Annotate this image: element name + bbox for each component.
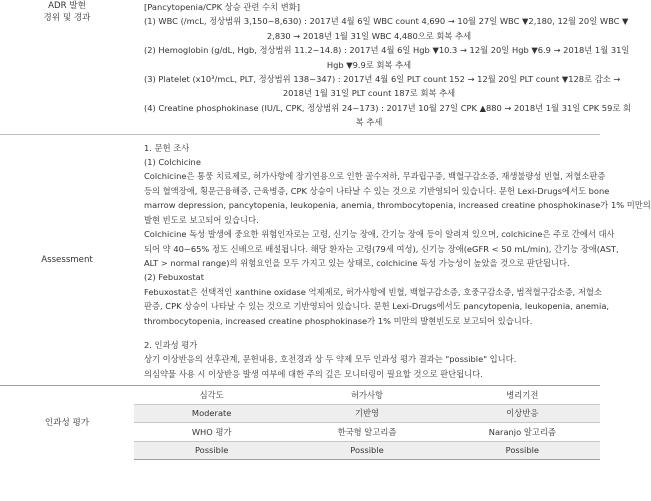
causality-table-cell: 병리기전: [445, 386, 600, 404]
causality-content: [134, 386, 600, 461]
assessment-line: thrombocytopenia, increased creatine phosphokinase가 1% 미만의 발현빈도로 보고되어 있습니다.: [144, 315, 533, 326]
causality-table-cell: 이상반응: [445, 404, 600, 423]
assessment-line: Colchicine 독성 발생에 중요한 위험인자로는 고령, 신기능 장애, 간기능 장애 등이 알려져 있으며, colchicine은 주로 간에서 대사: [144, 229, 615, 240]
assessment-line: (1) Colchicine: [144, 157, 201, 168]
assessment-line: 의심약물 사용 시 이상반응 발생 여부에 대한 주의 깊은 모니터링이 필요할 것으로 판단됩니다.: [144, 368, 483, 379]
adr-course-line: (4) Creatine phosphokinase (IU/L, CPK, 정상범위 24~173) : 2017년 10월 27일 CPK ▲880 → 2018년 1월 31일 CPK 59로 회: [144, 102, 632, 113]
assessment-line: marrow depression, pancytopenia, leukopenia, anemia, thrombocytopenia, increased creatine phosphokinase가 1% 미만의: [144, 200, 651, 211]
assessment-line: ALT > normal range)의 위험요인을 모두 가지고 있는 상태로, colchicine 독성 가능성이 높았을 것으로 판단됩니다.: [144, 257, 570, 268]
causality-table-cell: Possible: [134, 441, 289, 460]
assessment-line: Febuxostat은 선택적인 xanthine oxidase 억제제로, 허가사항에 빈혈, 백혈구감소증, 호중구감소증, 범적혈구감소증, 저혈소: [144, 286, 602, 297]
causality-table-cell: WHO 평가: [134, 423, 289, 442]
assessment-header: Assessment: [0, 134, 134, 386]
assessment-line: Colchicine은 통풍 치료제로, 허가사항에 장기연용으로 인한 골수저하, 무과립구증, 백혈구감소증, 재생불량성 빈혈, 저혈소판증: [144, 171, 606, 182]
adr-course-row: [0, 0, 600, 134]
causality-summary-section: [144, 338, 594, 381]
causality-table-row: [134, 386, 600, 404]
assessment-row: [0, 134, 600, 386]
assessment-line: 2. 인과성 평가: [144, 339, 198, 350]
causality-table-cell: Possible: [289, 441, 444, 460]
assessment-line: 등의 혈액장애, 횡문근융해증, 근육병증, CPK 상승이 나타날 수 있는 것으로 기반영되어 있습니다. 문헌 Lexi-Drugs에서도 bone: [144, 185, 610, 196]
causality-table-cell: 한국형 알고리즘: [289, 423, 444, 442]
causality-table-cell: 심각도: [134, 386, 289, 404]
adr-course-line: (2) Hemoglobin (g/dL, Hgb, 정상범위 11.2~14.8) : 2017년 4월 6일 Hgb ▼10.3 → 12월 20일 Hgb ▼6.9 → 2018년 1월 31일: [144, 45, 630, 56]
causality-table-row: [134, 441, 600, 460]
assessment-line: 발현 빈도로 보고되어 있습니다.: [144, 214, 259, 225]
causality-table-cell: Naranjo 알고리즘: [445, 423, 600, 442]
adr-course-line: 2,830 → 2018년 1월 31일 WBC 4,480으로 회복 추세: [266, 30, 472, 41]
causality-table-cell: Moderate: [134, 404, 289, 423]
adr-course-header-line2: 경위 및 경과: [43, 13, 91, 23]
assessment-line: 상기 이상반응의 선후관계, 문헌내용, 호전경과 상 두 약제 모두 인과성 평가 결과는 "possible" 입니다.: [144, 354, 517, 365]
causality-table: [134, 386, 600, 460]
adr-course-header: [0, 0, 134, 134]
adr-course-line: (1) WBC (/mcL, 정상범위 3,150~8,630) : 2017년 4월 6일 WBC count 4,690 → 10월 27일 WBC ▼2,180, 12월 20일 WBC ▼: [144, 16, 629, 27]
causality-header: 인과성 평가: [44, 418, 90, 429]
causality-table-cell: 기반영: [289, 404, 444, 423]
adr-course-line: 2018년 1월 31일 PLT count 187로 회복 추세: [282, 88, 456, 99]
assessment-line: (2) Febuxostat: [144, 272, 204, 283]
adr-course-header-line1: ADR 발현: [48, 1, 86, 11]
assessment-line: 판증, CPK 상승이 나타날 수 있는 것으로 기반영되어 있습니다. 문헌 Lexi-Drugs에서도 pancytopenia, leukopenia, anemia,: [144, 301, 610, 312]
adr-course-line: (3) Platelet (x10³/mcL, PLT, 정상범위 138~347) : 2017년 4월 6일 PLT count 152 → 12월 20일 PLT count ▼128로 감소 →: [144, 74, 621, 85]
literature-review-section: [144, 141, 651, 328]
causality-table-cell: 허가사항: [289, 386, 444, 404]
assessment-line: 1. 문헌 조사: [144, 142, 190, 153]
adr-course-line: [Pancytopenia/CPK 상승 관련 수치 변화]: [144, 2, 300, 12]
section-gap: [144, 328, 594, 338]
assessment-line: 되어 약 40~65% 정도 신배으로 배설됩니다. 해당 환자는 고령(79세 여성), 신기능 장애(eGFR < 50 mL/min), 간기능 장애(AST,: [144, 243, 619, 254]
causality-table-cell: Possible: [445, 441, 600, 460]
adr-course-line: 복 추세: [355, 117, 383, 128]
causality-table-row: [134, 423, 600, 442]
adr-course-line: Hgb ▼9.9로 회복 추세: [326, 59, 412, 70]
causality-table-row: [134, 404, 600, 423]
causality-row: [0, 386, 600, 461]
adr-course-content: [134, 0, 632, 134]
assessment-content: [134, 134, 651, 386]
